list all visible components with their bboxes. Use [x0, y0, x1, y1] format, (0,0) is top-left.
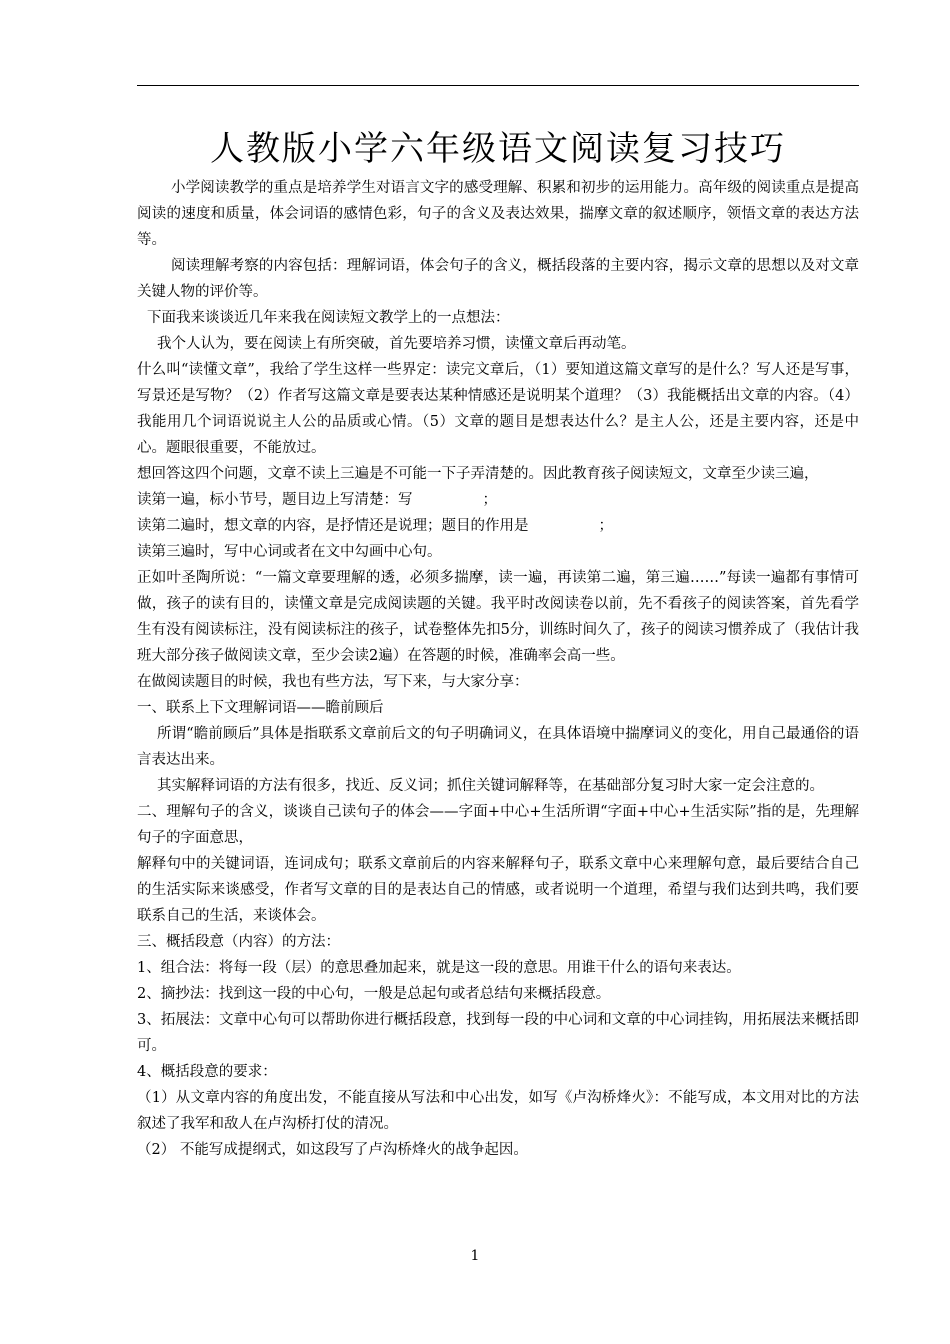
paragraph: 我个人认为，要在阅读上有所突破，首先要培养习惯，读懂文章后再动笔。 [157, 336, 636, 352]
list-item: 1、组合法：将每一段（层）的意思叠加起来，就是这一段的意思。用谁干什么的语句来表达。 [137, 960, 741, 976]
list-item: 2、摘抄法：找到这一段的中心句，一般是总起句或者总结句来概括段意。 [137, 986, 611, 1002]
paragraph: 阅读理解考察的内容包括：理解词语，体会句子的含义，概括段落的主要内容，揭示文章的思想以及对文章关键人物的评价等。 [137, 258, 859, 300]
paragraph [137, 513, 859, 539]
paragraph-text: 读第一遍，标小节号，题目边上写清楚：写 [137, 492, 413, 508]
list-item: 3、拓展法：文章中心句可以帮助你进行概括段意，找到每一段的中心词和文章的中心词挂钩，用拓展法来概括即可。 [137, 1012, 859, 1054]
section-heading: 一、联系上下文理解词语——瞻前顾后 [137, 700, 384, 716]
section-heading: 二、理解句子的含义，谈谈自己读句子的体会——字面+中心+生活所谓“字面+中心+生活实际”指的是，先理解句子的字面意思， [137, 804, 859, 846]
paragraph: 下面我来谈谈近几年来我在阅读短文教学上的一点想法： [147, 310, 510, 326]
paragraph-text: ； [598, 518, 613, 534]
paragraph [137, 487, 859, 513]
paragraph: 想回答这四个问题，文章不读上三遍是不可能一下子弄清楚的。因此教育孩子阅读短文，文章至少读三遍， [137, 466, 819, 482]
paragraph: 所谓“瞻前顾后”具体是指联系文章前后文的句子明确词义，在具体语境中揣摩词义的变化，用自己最通俗的语言表达出来。 [137, 726, 859, 768]
paragraph: 正如叶圣陶所说：“一篇文章要理解的透，必须多揣摩，读一遍，再读第二遍，第三遍……”每读一遍都有事情可做，孩子的读有目的，读懂文章是完成阅读题的关键。我平时改阅读卷以前，先不看孩子的阅读答案，首先看学生有没有阅读标注，没有阅读标注的孩子，试卷整体先扣5分，训练时间久了，孩子的阅读习惯养成了（我估计我班大部分孩子做阅读文章，至少会读2遍）在答题的时候，准确率会高一些。 [137, 570, 859, 664]
list-item: （1）从文章内容的角度出发，不能直接从写法和中心出发，如写《卢沟桥烽火》：不能写成，本文用对比的方法叙述了我军和敌人在卢沟桥打仗的清况。 [137, 1090, 859, 1132]
paragraph: 在做阅读题目的时候，我也有些方法，写下来，与大家分享： [137, 674, 529, 690]
header-rule [137, 85, 859, 86]
paragraph-text: 读第二遍时，想文章的内容，是抒情还是说理；题目的作用是 [137, 518, 529, 534]
page-number: 1 [470, 1248, 480, 1264]
list-item: 4、概括段意的要求： [137, 1064, 277, 1080]
paragraph-text: ； [482, 492, 497, 508]
section-heading: 三、概括段意（内容）的方法： [137, 934, 340, 950]
paragraph: 什么叫“读懂文章”，我给了学生这样一些界定：读完文章后，（1）要知道这篇文章写的是什么？写人还是写事，写景还是写物？（2）作者写这篇文章是要表达某种情感还是说明某个道理？（3）我能概括出文章的内容。（4）我能用几个词语说说主人公的品质或心情。（5）文章的题目是想表达什么？是主人公，还是主要内容，还是中心。题眼很重要，不能放过。 [137, 362, 859, 456]
document-body [137, 175, 859, 1163]
document-title: 人教版小学六年级语文阅读复习技巧 [210, 129, 786, 169]
list-item: （2） 不能写成提纲式，如这段写了卢沟桥烽火的战争起因。 [137, 1142, 528, 1158]
paragraph: 小学阅读教学的重点是培养学生对语言文字的感受理解、积累和初步的运用能力。高年级的阅读重点是提高阅读的速度和质量，体会词语的感情色彩，句子的含义及表达效果，揣摩文章的叙述顺序，领悟文章的表达方法等。 [137, 180, 859, 248]
paragraph: 读第三遍时，写中心词或者在文中勾画中心句。 [137, 544, 442, 560]
paragraph: 解释句中的关键词语，连词成句；联系文章前后的内容来解释句子，联系文章中心来理解句意，最后要结合自己的生活实际来谈感受，作者写文章的目的是表达自己的情感，或者说明一个道理，希望与我们达到共鸣，我们要联系自己的生活，来谈体会。 [137, 856, 859, 924]
paragraph: 其实解释词语的方法有很多，找近、反义词；抓住关键词解释等，在基础部分复习时大家一定会注意的。 [157, 778, 824, 794]
